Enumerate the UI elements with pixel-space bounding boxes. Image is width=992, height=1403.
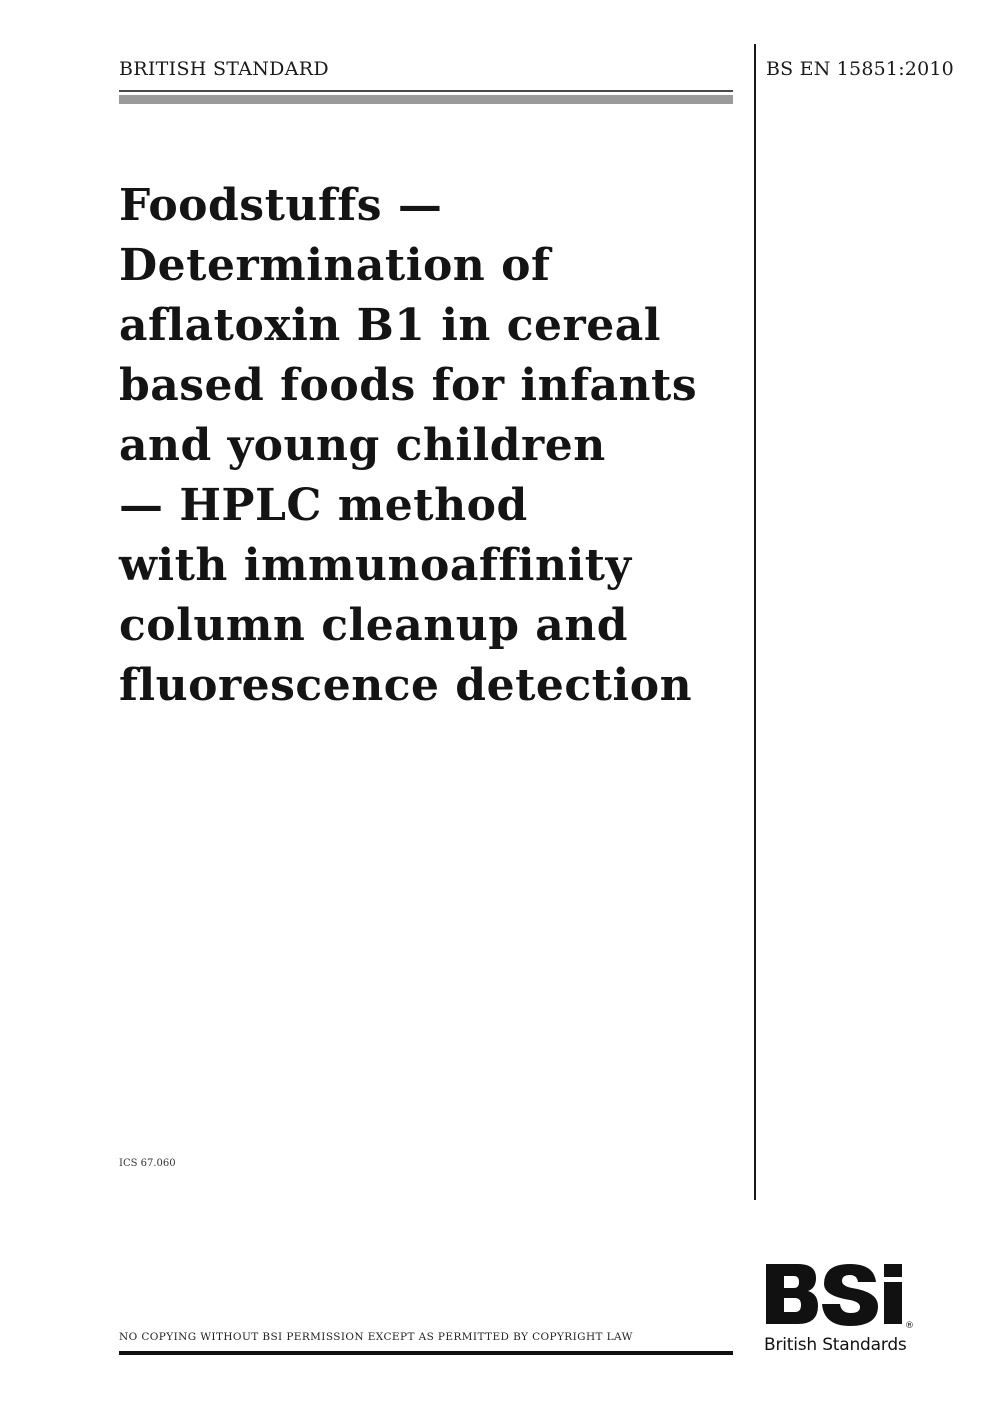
title-line: and young children — [119, 420, 606, 471]
bsi-logo-mark-icon — [764, 1260, 934, 1332]
title-line: — HPLC method — [119, 480, 528, 531]
vertical-divider — [754, 44, 756, 1200]
title-line: column cleanup and — [119, 600, 629, 651]
title-line: aflatoxin B1 in cereal — [119, 300, 661, 351]
header-label: BRITISH STANDARD — [119, 58, 329, 80]
title-line: fluorescence detection — [119, 660, 693, 711]
title-line: based foods for infants — [119, 360, 698, 411]
title-line: Foodstuffs — — [119, 180, 443, 231]
logo-caption: British Standards — [764, 1335, 907, 1355]
registered-mark: ® — [905, 1321, 914, 1331]
document-number: BS EN 15851:2010 — [766, 58, 954, 80]
header-rule-band — [119, 95, 733, 104]
ics-code: ICS 67.060 — [119, 1158, 176, 1169]
header-rule-thin — [119, 90, 733, 92]
document-title — [119, 176, 739, 716]
footer-rule — [119, 1351, 733, 1355]
title-line: with immunoaffinity — [119, 540, 632, 591]
copyright-notice: NO COPYING WITHOUT BSI PERMISSION EXCEPT AS PERMITTED BY COPYRIGHT LAW — [119, 1331, 633, 1343]
title-line: Determination of — [119, 240, 551, 291]
